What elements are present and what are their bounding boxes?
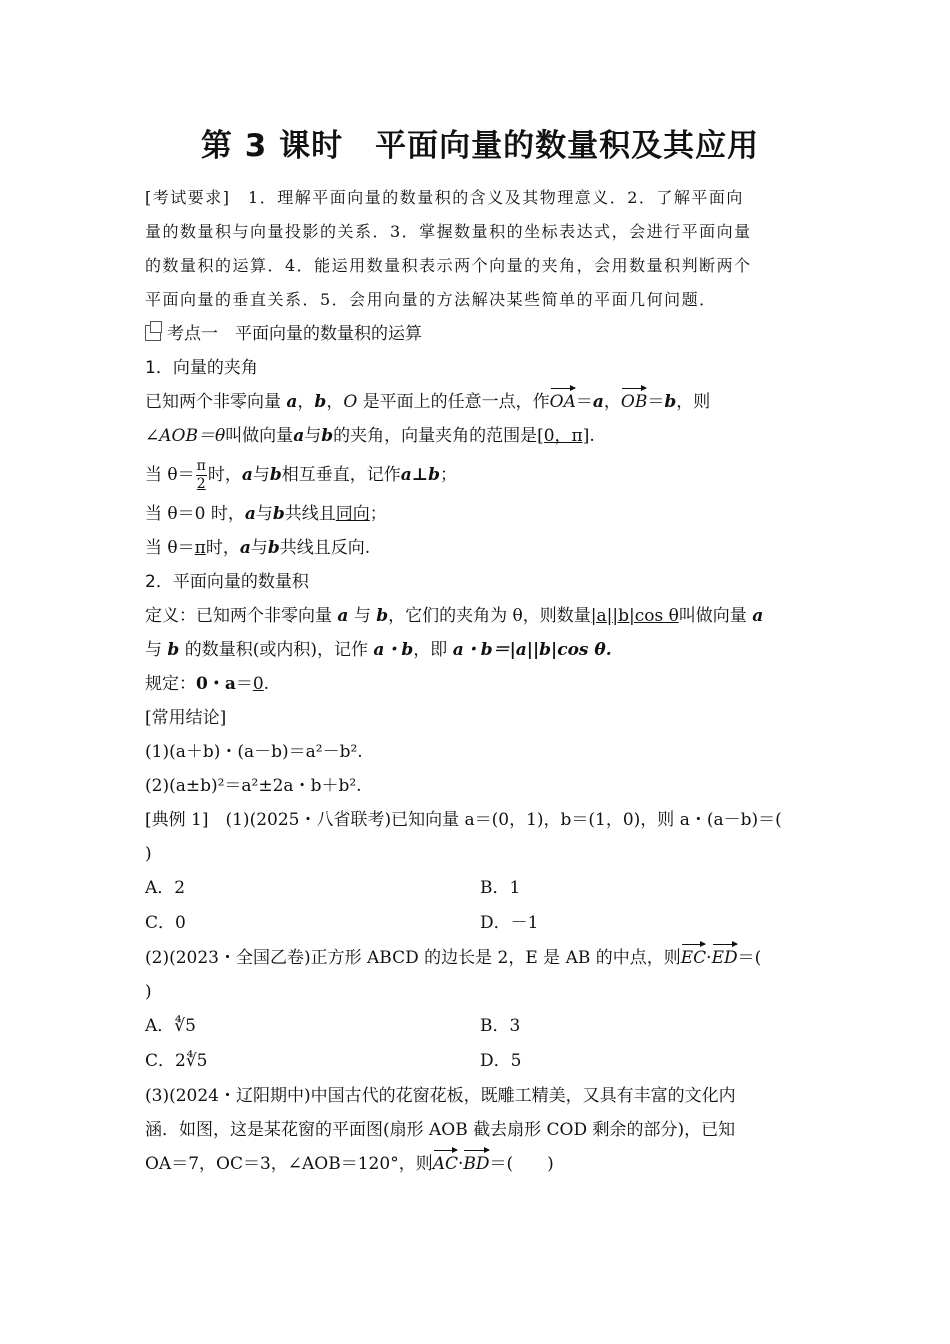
example-2-options-row-2	[145, 1044, 815, 1079]
example-2-question-line-1: (2)(2023・全国乙卷)正方形 ABCD 的边长是 2，E 是 AB 的中点，则EC·ED＝(	[145, 941, 815, 975]
case-perpendicular: 当 θ＝ $\frac{\pi}{2}$ 时，a与b相互垂直，记作a⊥b；	[145, 458, 457, 492]
option-a: A．2	[145, 878, 186, 898]
section-heading: 考点一 平面向量的数量积的运算	[145, 317, 815, 351]
option-a: A．∜5	[145, 1016, 196, 1036]
example-2-options-row-1	[145, 1009, 815, 1044]
example-1-options-row-1	[145, 871, 815, 906]
dot-definition-line-1: 定义：已知两个非零向量 a 与 b，它们的夹角为 θ，则数量|a||b|cos θ叫做向量 a	[145, 606, 764, 626]
conclusions-label: [常用结论]	[145, 708, 227, 728]
fraction-pi-over-2: $\frac{\pi}{2}$	[196, 458, 206, 492]
dot-definition-line-2: 与 b 的数量积(或内积)，记作 a・b，即 a・b＝|a||b|cos θ.	[145, 640, 612, 660]
vector-oa: OA	[550, 385, 576, 419]
requirements-label: [考试要求]	[145, 188, 231, 207]
option-d: D．5	[480, 1051, 522, 1071]
case-same-direction: 当 θ＝0 时，a与b共线且同向；	[145, 504, 387, 524]
vector-ed: ED	[712, 941, 738, 975]
example-1-question-line-2: )	[145, 844, 152, 864]
angle-range: [0，π]	[537, 426, 590, 446]
requirements-line-1: [考试要求] 1．理解平面向量的数量积的含义及其物理意义．2．了解平面向	[145, 188, 744, 207]
angle-definition-line-2: ∠AOB＝θ叫做向量a与b的夹角，向量夹角的范围是[0，π].	[145, 426, 595, 446]
conclusion-1: (1)(a＋b)・(a－b)＝a²－b².	[145, 742, 363, 762]
option-c: C．2∜5	[145, 1051, 208, 1071]
page-title: 第 3 课时 平面向量的数量积及其应用	[200, 128, 760, 164]
requirements-line-2: 量的数量积与向量投影的关系．3．掌握数量积的坐标表达式，会进行平面向量	[145, 222, 752, 241]
example-2-question-line-2: )	[145, 982, 152, 1002]
example-1-question-line-1: [典例 1] (1)(2025・八省联考)已知向量 a＝(0，1)，b＝(1，0)，则 a・(a－b)＝(	[145, 810, 782, 830]
heading-angle: 1．向量的夹角	[145, 358, 258, 378]
dot-product-value: |a||b|cos θ	[590, 606, 679, 626]
exam-requirements	[145, 181, 815, 317]
option-b: B．3	[480, 1016, 521, 1036]
example-3-question-line-2: 涵．如图，这是某花窗的平面图(扇形 AOB 截去扇形 COD 剩余的部分)，已知	[145, 1120, 736, 1140]
angle-definition-line-1: 已知两个非零向量 a，b，O 是平面上的任意一点，作OA＝a，OB＝b，则	[145, 385, 815, 419]
document-page	[145, 120, 815, 1181]
vector-ec: EC	[681, 941, 706, 975]
vector-ob: OB	[621, 385, 647, 419]
rule-line: 规定：0・a＝0.	[145, 674, 270, 694]
example-3-question-line-1: (3)(2024・辽阳期中)中国古代的花窗花板，既雕工精美，又具有丰富的文化内	[145, 1086, 736, 1106]
option-c: C．0	[145, 913, 186, 933]
conclusion-2: (2)(a±b)²＝a²±2a・b＋b².	[145, 776, 362, 796]
heading-dot-product: 2．平面向量的数量积	[145, 572, 309, 592]
example-1-options-row-2	[145, 906, 815, 941]
case-opposite-direction: 当 θ＝π时，a与b共线且反向.	[145, 538, 371, 558]
vector-ac: AC	[433, 1147, 458, 1181]
section-marker-icon	[145, 325, 161, 341]
example-3-question-line-3: OA＝7，OC＝3，∠AOB＝120°，则AC·BD＝( )	[145, 1147, 815, 1181]
option-b: B．1	[480, 878, 521, 898]
requirements-line-3: 的数量积的运算．4．能运用数量积表示两个向量的夹角，会用数量积判断两个	[145, 256, 752, 275]
vector-bd: BD	[463, 1147, 489, 1181]
option-d: D．－1	[480, 913, 539, 933]
requirements-line-4: 平面向量的垂直关系．5．会用向量的方法解决某些简单的平面几何问题．	[145, 290, 717, 309]
